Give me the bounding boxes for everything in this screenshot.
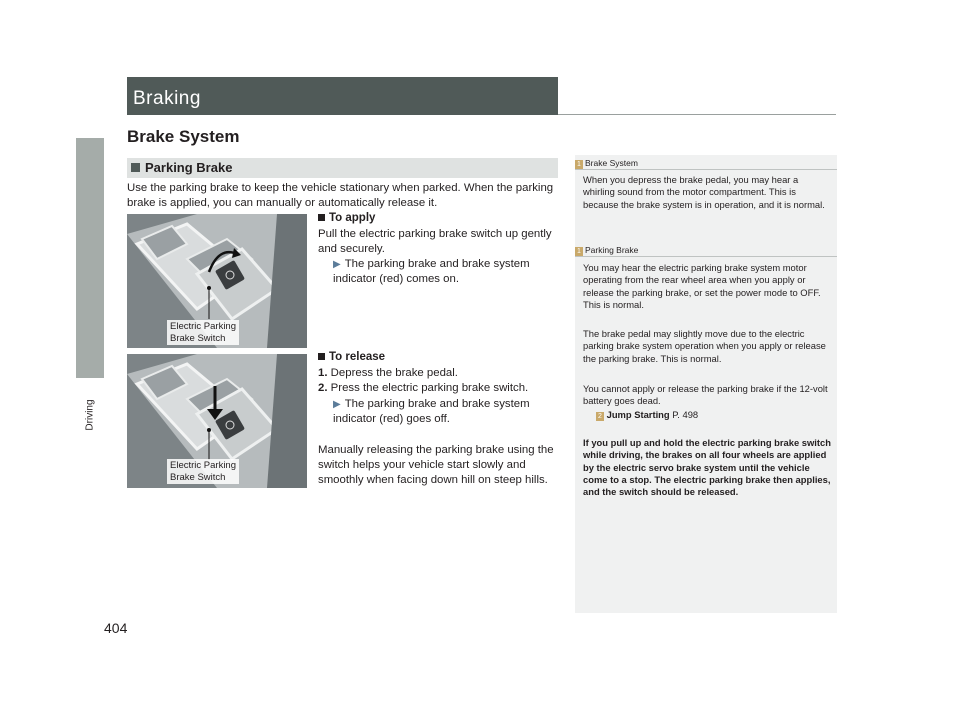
bullet-square-icon <box>318 353 325 360</box>
jump-starting-reference[interactable]: 2 Jump Starting P. 498 <box>596 409 698 421</box>
side-tab-label: Driving <box>84 399 96 431</box>
note-rule <box>575 169 837 170</box>
note-parking-brake-warning: If you pull up and hold the electric parking brake switch while driving, the brakes on all four wheels are applied by the electric servo brake system until the vehicle come to a stop. The electric parking brake then applies, and the switch should be released. <box>583 437 831 498</box>
page-number: 404 <box>104 620 128 636</box>
note-parking-brake-p1: You may hear the electric parking brake system motor operating from the rear wheel area when you apply or release the parking brake, or set the power mode to OFF. This is normal. <box>583 262 821 310</box>
note-brake-system-title: 1 Brake System <box>575 158 638 169</box>
note-parking-brake-p2: The brake pedal may slightly move due to the electric parking brake system operation when you apply or release the parking brake. This is normal. <box>583 328 826 364</box>
release-result: ▶ The parking brake and brake system indicator (red) goes off. <box>333 398 530 425</box>
manual-release-paragraph: Manually releasing the parking brake using the switch helps your vehicle start slowly and smoothly when facing down hill on steep hills. <box>318 444 554 486</box>
note-brake-system-text: When you depress the brake pedal, you may hear a whirling sound from the motor compartment. This is because the brake system is in operation, and it is normal. <box>583 174 825 210</box>
note-marker-icon: 1 <box>575 247 583 256</box>
note-rule <box>575 256 837 257</box>
section-title: Brake System <box>127 127 240 146</box>
release-step-2: 2. Press the electric parking brake switch. <box>318 382 529 394</box>
bullet-square-icon <box>318 214 325 221</box>
subsection-title: Parking Brake <box>131 160 232 175</box>
note-marker-icon: 1 <box>575 160 583 169</box>
release-switch-callout: Electric Parking Brake Switch <box>167 459 239 484</box>
bullet-square-icon <box>131 163 140 172</box>
header-rule <box>558 114 836 115</box>
chapter-title: Braking <box>133 88 201 109</box>
release-step-1: 1. Depress the brake pedal. <box>318 367 458 379</box>
apply-text: Pull the electric parking brake switch up gently and securely. <box>318 228 552 255</box>
release-heading: To release <box>318 351 385 363</box>
result-arrow-icon: ▶ <box>333 259 341 270</box>
apply-result: ▶ The parking brake and brake system indicator (red) comes on. <box>333 258 530 285</box>
result-arrow-icon: ▶ <box>333 399 341 410</box>
chapter-side-tab <box>76 138 104 378</box>
apply-switch-callout: Electric Parking Brake Switch <box>167 320 239 345</box>
intro-paragraph: Use the parking brake to keep the vehicle stationary when parked. When the parking brake is applied, you can manually or automatically release it. <box>127 182 554 209</box>
note-parking-brake-title: 1 Parking Brake <box>575 245 638 256</box>
apply-heading: To apply <box>318 212 375 224</box>
reference-marker-icon: 2 <box>596 412 604 421</box>
note-parking-brake-p3: You cannot apply or release the parking brake if the 12-volt battery goes dead. <box>583 383 828 407</box>
